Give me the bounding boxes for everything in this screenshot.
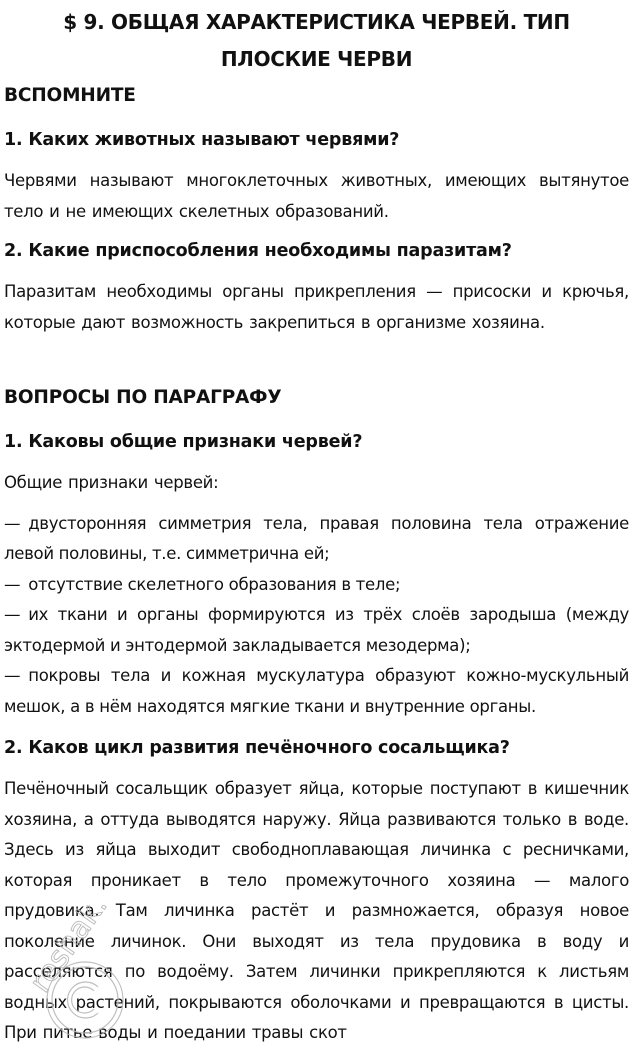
list-item-text: двусторонняя симметрия тела, правая половина тела отражение левой половины, т.е. симметрична ей; [4, 513, 629, 563]
question-heading: 2. Какие приспособления необходимы паразитам? [4, 241, 512, 261]
watermark-text: reshak.ru [30, 905, 133, 1000]
dash-bullet: — [4, 574, 21, 594]
features-list [4, 509, 629, 723]
list-intro: Общие признаки червей: [4, 473, 219, 492]
list-item-text: отсутствие скелетного образования в теле; [28, 574, 401, 594]
answer-text: Печёночный сосальщик образует яйца, которые поступают в кишечник хозяина, а оттуда выводятся наружу. Яйца развиваются только в воде. Здесь из яйца выходит свободноплавающая личинка с ресничками, которая проникает в тело промежуточного хозяина — малого прудовика. Там личинка растёт и размножается, образуя новое поколение личинок. Они выходят из тела прудовика в воду и расселяются по водоёму. Затем личинки прикрепляются к листьям водных растений, покрываются оболочками и превращаются в цисты. При питье воды и поедании травы скот [4, 779, 629, 1042]
question-heading: 1. Каких животных называют червями? [4, 130, 400, 150]
section-heading-remember: ВСПОМНИТЕ [4, 85, 136, 106]
list-item-text: покровы тела и кожная мускулатура образуют кожно-мускульный мешок, а в нём находятся мягкие ткани и внутренние органы. [4, 666, 629, 716]
dash-bullet: — [4, 605, 21, 624]
question-heading: 1. Каковы общие признаки червей? [4, 432, 363, 452]
section-heading-paragraph-questions: ВОПРОСЫ ПО ПАРАГРАФУ [4, 387, 282, 408]
answer-text: Червями называют многоклеточных животных, имеющих вытянутое тело и не имеющих скелетных образований. [4, 171, 629, 221]
dash-bullet: — [4, 513, 21, 533]
list-item-text: их ткани и органы формируются из трёх слоёв зародыша (между эктодермой и энтодермой закладывается мезодерма); [4, 605, 629, 655]
list-item [4, 600, 629, 661]
dash-bullet: — [4, 666, 21, 685]
answer-text: Паразитам необходимы органы прикрепления — присоски и крючья, которые дают возможность закрепиться в организме хозяина. [4, 282, 629, 332]
list-item [4, 661, 629, 722]
question-heading: 2. Каков цикл развития печёночного сосальщика? [4, 738, 510, 758]
list-item [4, 509, 629, 570]
document-page [4, 0, 629, 1049]
page-title: $ 9. ОБЩАЯ ХАРАКТЕРИСТИКА ЧЕРВЕЙ. ТИП ПЛОСКИЕ ЧЕРВИ [63, 10, 570, 71]
list-item [4, 570, 629, 601]
